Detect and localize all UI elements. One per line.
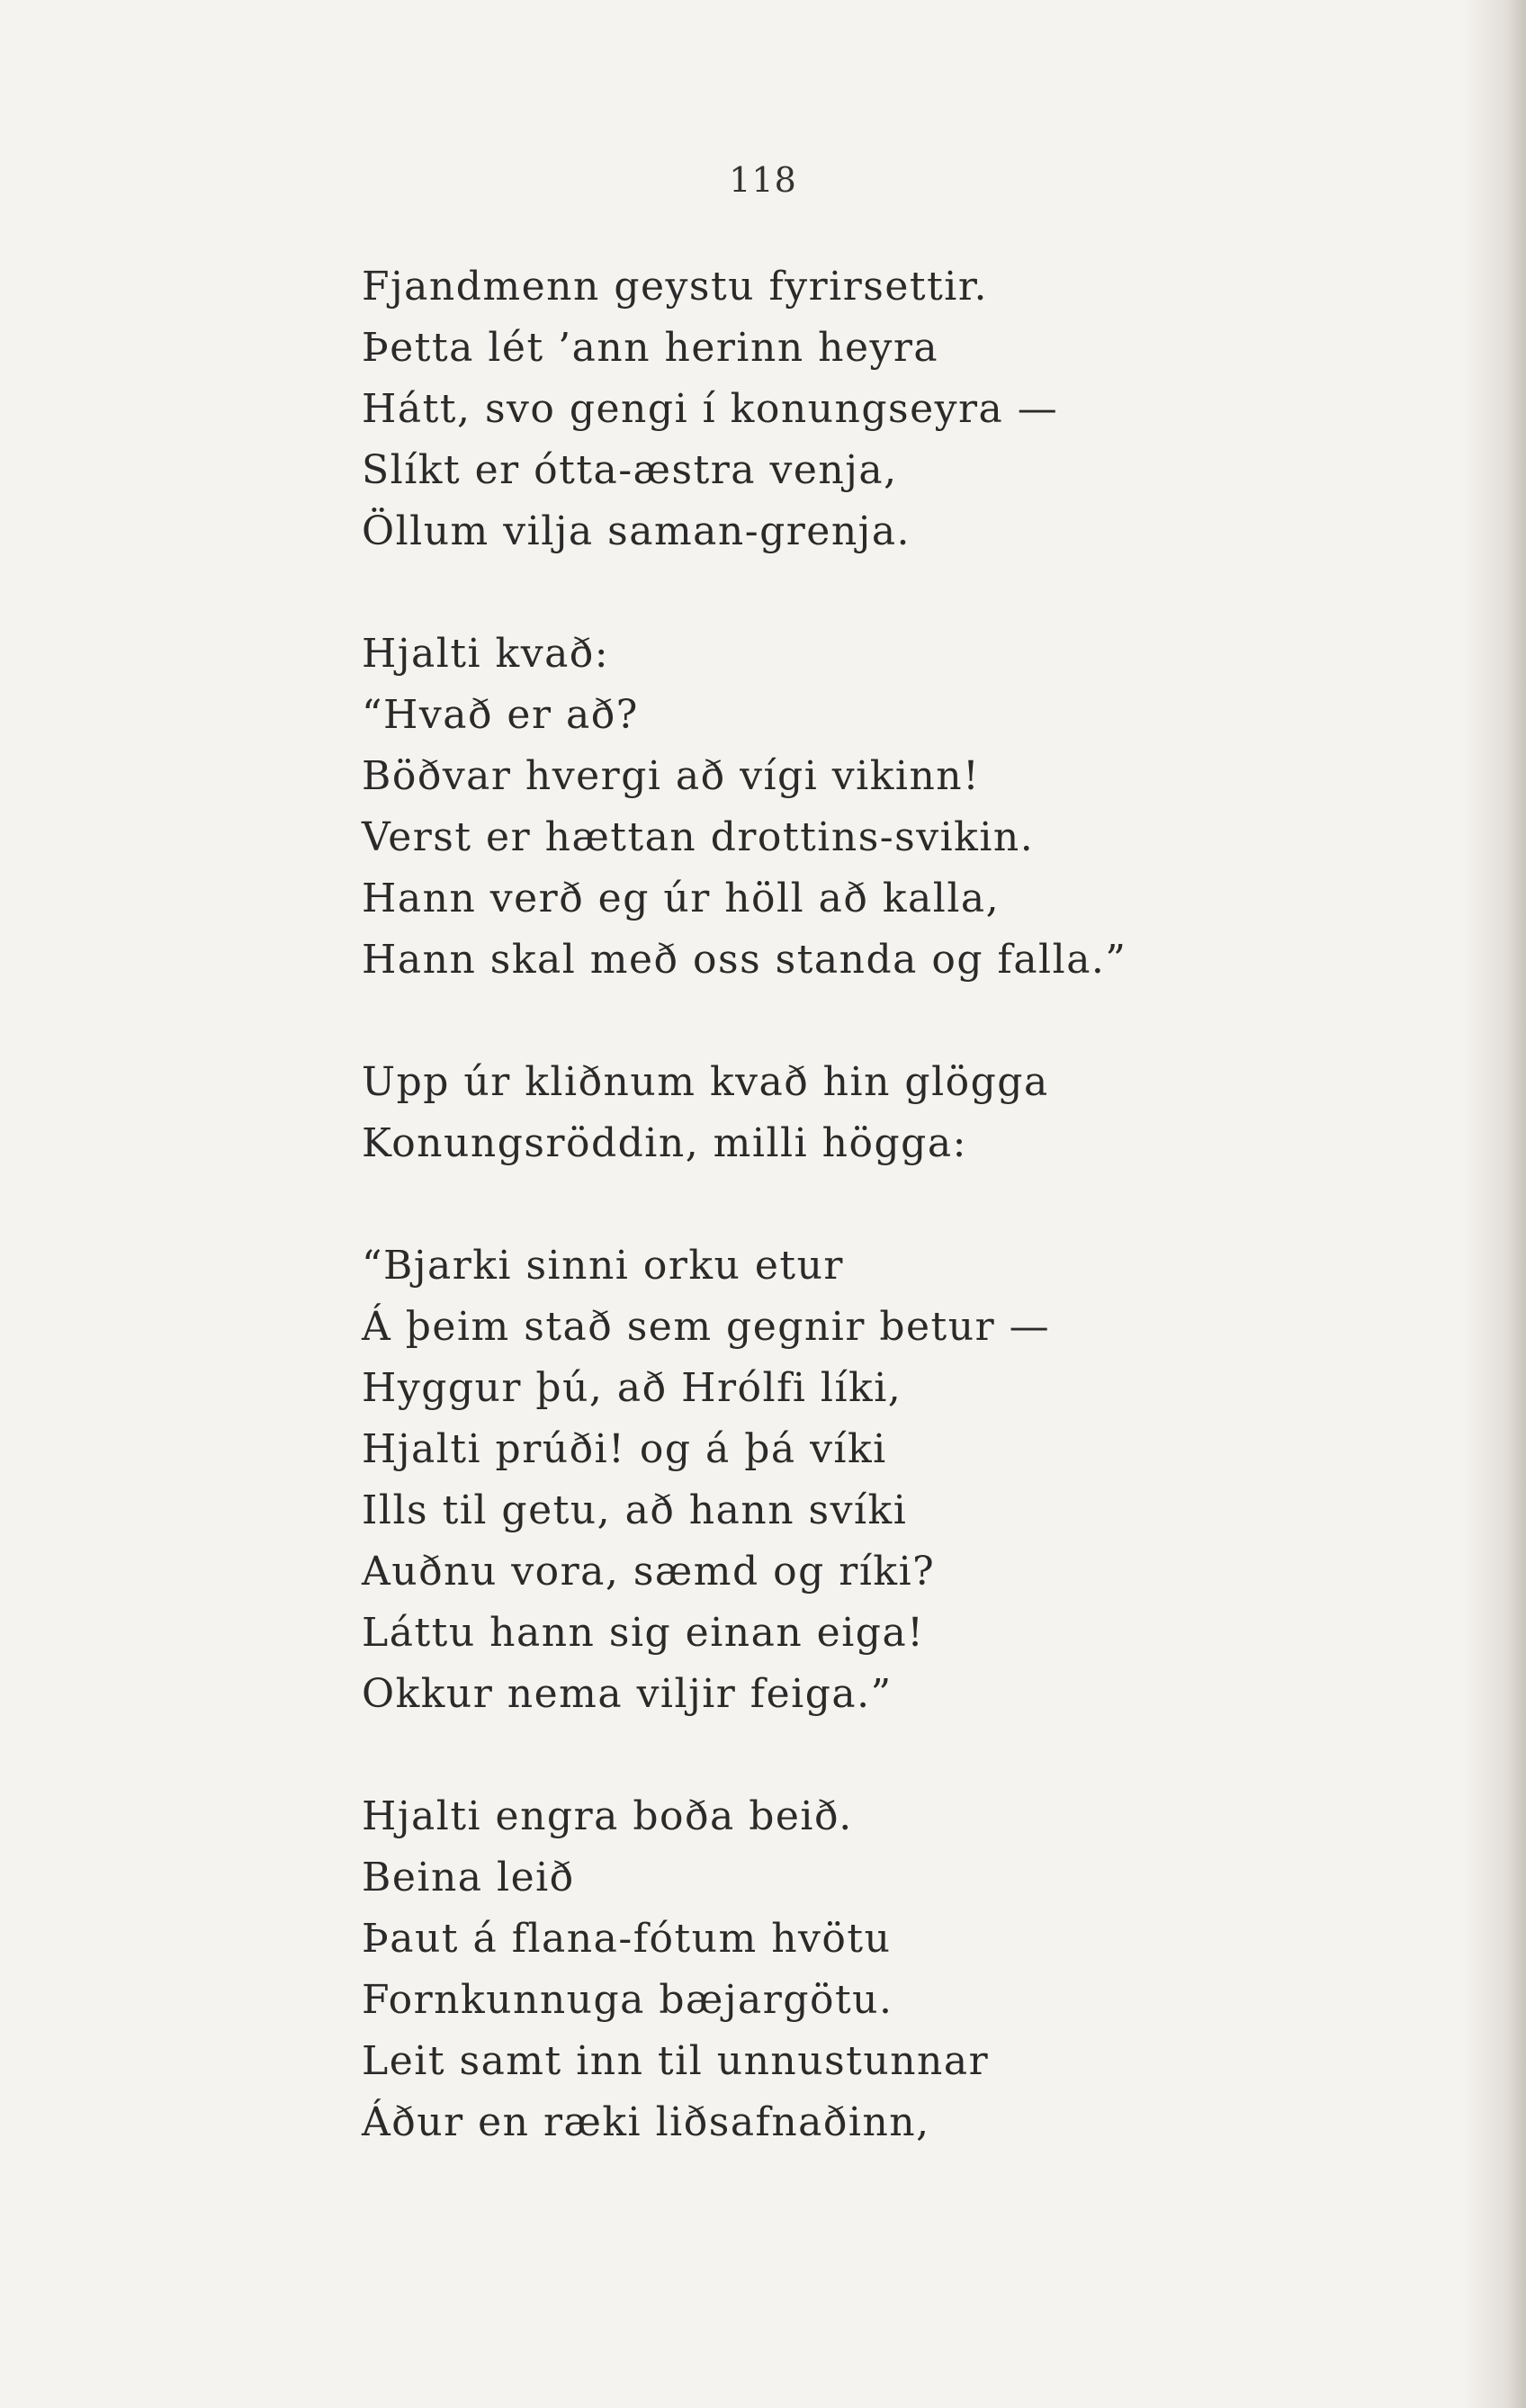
poem-line: Þetta lét ’ann herinn heyra xyxy=(362,325,939,371)
poem-line: Hann skal með oss standa og falla.” xyxy=(362,937,1127,983)
poem-line: Ills til getu, að hann svíki xyxy=(362,1487,908,1533)
stanza-2 xyxy=(362,624,1441,991)
poem-line: Hann verð eg úr höll að kalla, xyxy=(362,876,1001,921)
poem-line: Upp úr kliðnum kvað hin glögga xyxy=(362,1059,1049,1105)
stanza-3 xyxy=(362,1052,1441,1174)
poem-line: Leit samt inn til unnustunnar xyxy=(362,2038,990,2084)
poem-line: Beina leið xyxy=(362,1855,575,1900)
stanza-1 xyxy=(362,256,1441,562)
poem-line: Hjalti engra boða beið. xyxy=(362,1793,853,1839)
poem-line: Þaut á flana-fótum hvötu xyxy=(362,1916,892,1962)
poem-line: Hjalti prúði! og á þá víki xyxy=(362,1426,887,1472)
poem-line: Hyggur þú, að Hrólfi líki, xyxy=(362,1365,902,1411)
poem-line: Áður en ræki liðsafnaðinn, xyxy=(362,2099,930,2145)
poem-line: Öllum vilja saman-grenja. xyxy=(362,508,911,554)
page-edge-shadow xyxy=(1463,0,1526,2408)
stanza-break xyxy=(362,562,1441,624)
stanza-4 xyxy=(362,1235,1441,1725)
poem-line: Hátt, svo gengi í konungseyra — xyxy=(362,386,1059,432)
poem-line: Konungsröddin, milli högga: xyxy=(362,1120,967,1166)
poem-line: Slíkt er ótta-æstra venja, xyxy=(362,447,898,493)
poem-line: “Hvað er að? xyxy=(362,692,639,738)
poem-line: Okkur nema viljir feiga.” xyxy=(362,1671,893,1717)
poem-line: Fornkunnuga bæjargötu. xyxy=(362,1977,893,2023)
poem-line: Fjandmenn geystu fyrirsettir. xyxy=(362,264,989,310)
poem-line: Böðvar hvergi að vígi vikinn! xyxy=(362,753,981,799)
poem-line: Á þeim stað sem gegnir betur — xyxy=(362,1304,1051,1350)
poem-line: Hjalti kvað: xyxy=(362,631,610,677)
stanza-break xyxy=(362,1174,1441,1235)
poem-text xyxy=(362,256,1441,2153)
page-number: 118 xyxy=(729,160,797,200)
poem-line: Verst er hættan drottins-svikin. xyxy=(362,814,1035,860)
poem-line: Láttu hann sig einan eiga! xyxy=(362,1610,925,1656)
stanza-break xyxy=(362,991,1441,1052)
poem-line: “Bjarki sinni orku etur xyxy=(362,1243,844,1289)
stanza-5 xyxy=(362,1786,1441,2153)
stanza-break xyxy=(362,1725,1441,1786)
poem-line: Auðnu vora, sæmd og ríki? xyxy=(362,1549,936,1595)
